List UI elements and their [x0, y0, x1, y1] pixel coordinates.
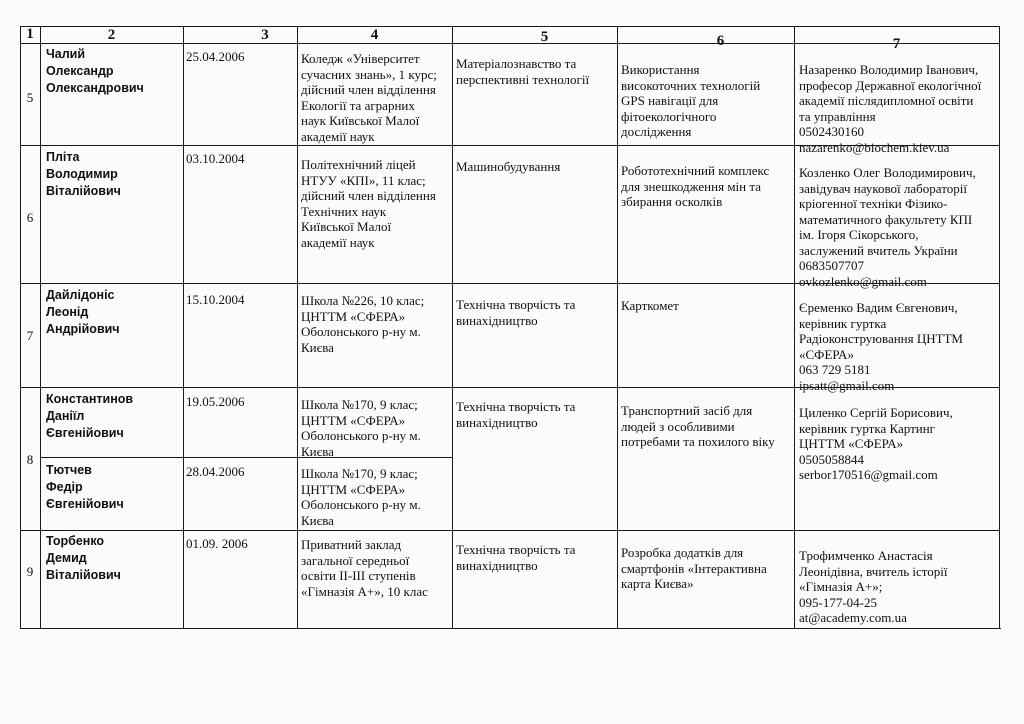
row-number: 7 — [26, 328, 34, 343]
student-name: Чалий Олександр Олександрович — [46, 47, 144, 95]
mentor-info: Трофимченко Анастасія Леонідівна, вчитель історії «Гімназія А+»; 095-177-04-25 at@academy.com.ua — [799, 548, 948, 625]
column-header-4: 4 — [370, 27, 379, 43]
birth-date: 01.09. 2006 — [186, 536, 248, 551]
school-info: Політехнічний ліцей НТУУ «КПІ», 11 клас; дійсний член відділення Технічних наук Київської Малої академії наук — [301, 157, 436, 250]
research-topic: Карткомет — [621, 298, 679, 313]
research-topic: Розробка додатків для смартфонів «Інтерактивна карта Києва» — [621, 545, 767, 591]
section: Технічна творчість та винахідництво — [456, 399, 576, 430]
column-header-1: 1 — [26, 26, 34, 42]
mentor-info: Циленко Сергій Борисович, керівник гуртка Картинг ЦНТТМ «СФЕРА» 0505058844 serbor170516@gmail.com — [799, 405, 953, 482]
school-info: Коледж «Університет сучасних знань», 1 курс; дійсний член відділення Екології та аграрних наук Київської Малої академії наук — [301, 51, 437, 144]
birth-date: 19.05.2006 — [186, 394, 245, 409]
section: Технічна творчість та винахідництво — [456, 297, 576, 328]
school-info: Приватний заклад загальної середньої освіти ІІ-ІІІ ступенів «Гімназія А+», 10 клас — [301, 537, 428, 599]
school-info: Школа №170, 9 клас; ЦНТТМ «СФЕРА» Оболонського р-ну м. Києва — [301, 466, 421, 528]
row-number: 8 — [26, 452, 34, 467]
mentor-info: Єременко Вадим Євгенович, керівник гуртка Радіоконструювання ЦНТТМ «СФЕРА» 063 729 5181 ipsatt@gmail.com — [799, 300, 963, 393]
section: Машинобудування — [456, 159, 561, 174]
row-number: 6 — [26, 210, 34, 225]
student-name: Константинов Даніїл Євгенійович — [46, 392, 134, 440]
research-topic: Використання високоточних технологій GPS навігації для фітоекологічного дослідження — [621, 62, 761, 139]
student-name: Дайлідоніс Леонід Андрійович — [46, 288, 120, 336]
column-header-5: 5 — [540, 29, 549, 45]
research-topic: Транспортний засіб для людей з особливими потребами та похилого віку — [621, 403, 775, 449]
row-number: 9 — [26, 564, 34, 579]
column-header-7: 7 — [892, 36, 901, 52]
school-info: Школа №170, 9 клас; ЦНТТМ «СФЕРА» Оболонського р-ну м. Києва — [301, 397, 421, 459]
student-name: Пліта Володимир Віталійович — [46, 150, 121, 198]
mentor-info: Назаренко Володимир Іванович, професор Державної екологічної академії післядипломної освіти та управління 0502430160 nazarenko@biochem.kiev.ua — [799, 62, 982, 155]
birth-date: 25.04.2006 — [186, 49, 245, 64]
row-number: 5 — [26, 90, 34, 105]
mentor-info: Козленко Олег Володимирович, завідувач наукової лабораторії кріогенної техніки Фізико- математичного факультету КПІ ім. Ігоря Сікорського, заслужений вчитель України 0683507707 ovkozlenko@gmail.com — [799, 165, 976, 289]
school-info: Школа №226, 10 клас; ЦНТТМ «СФЕРА» Оболонського р-ну м. Києва — [301, 293, 425, 355]
column-header-2: 2 — [107, 27, 116, 43]
birth-date: 03.10.2004 — [186, 151, 245, 166]
column-header-3: 3 — [261, 27, 269, 43]
research-topic: Робототехнічний комплекс для знешкодження мін та збирання осколків — [621, 163, 770, 209]
birth-date: 15.10.2004 — [186, 292, 245, 307]
section: Технічна творчість та винахідництво — [456, 542, 576, 573]
student-name: Торбенко Демид Віталійович — [46, 534, 121, 582]
birth-date: 28.04.2006 — [186, 464, 245, 479]
column-header-6: 6 — [716, 33, 725, 49]
student-name: Тютчев Федір Євгенійович — [46, 463, 124, 511]
section: Матеріалознавство та перспективні технології — [456, 56, 590, 87]
